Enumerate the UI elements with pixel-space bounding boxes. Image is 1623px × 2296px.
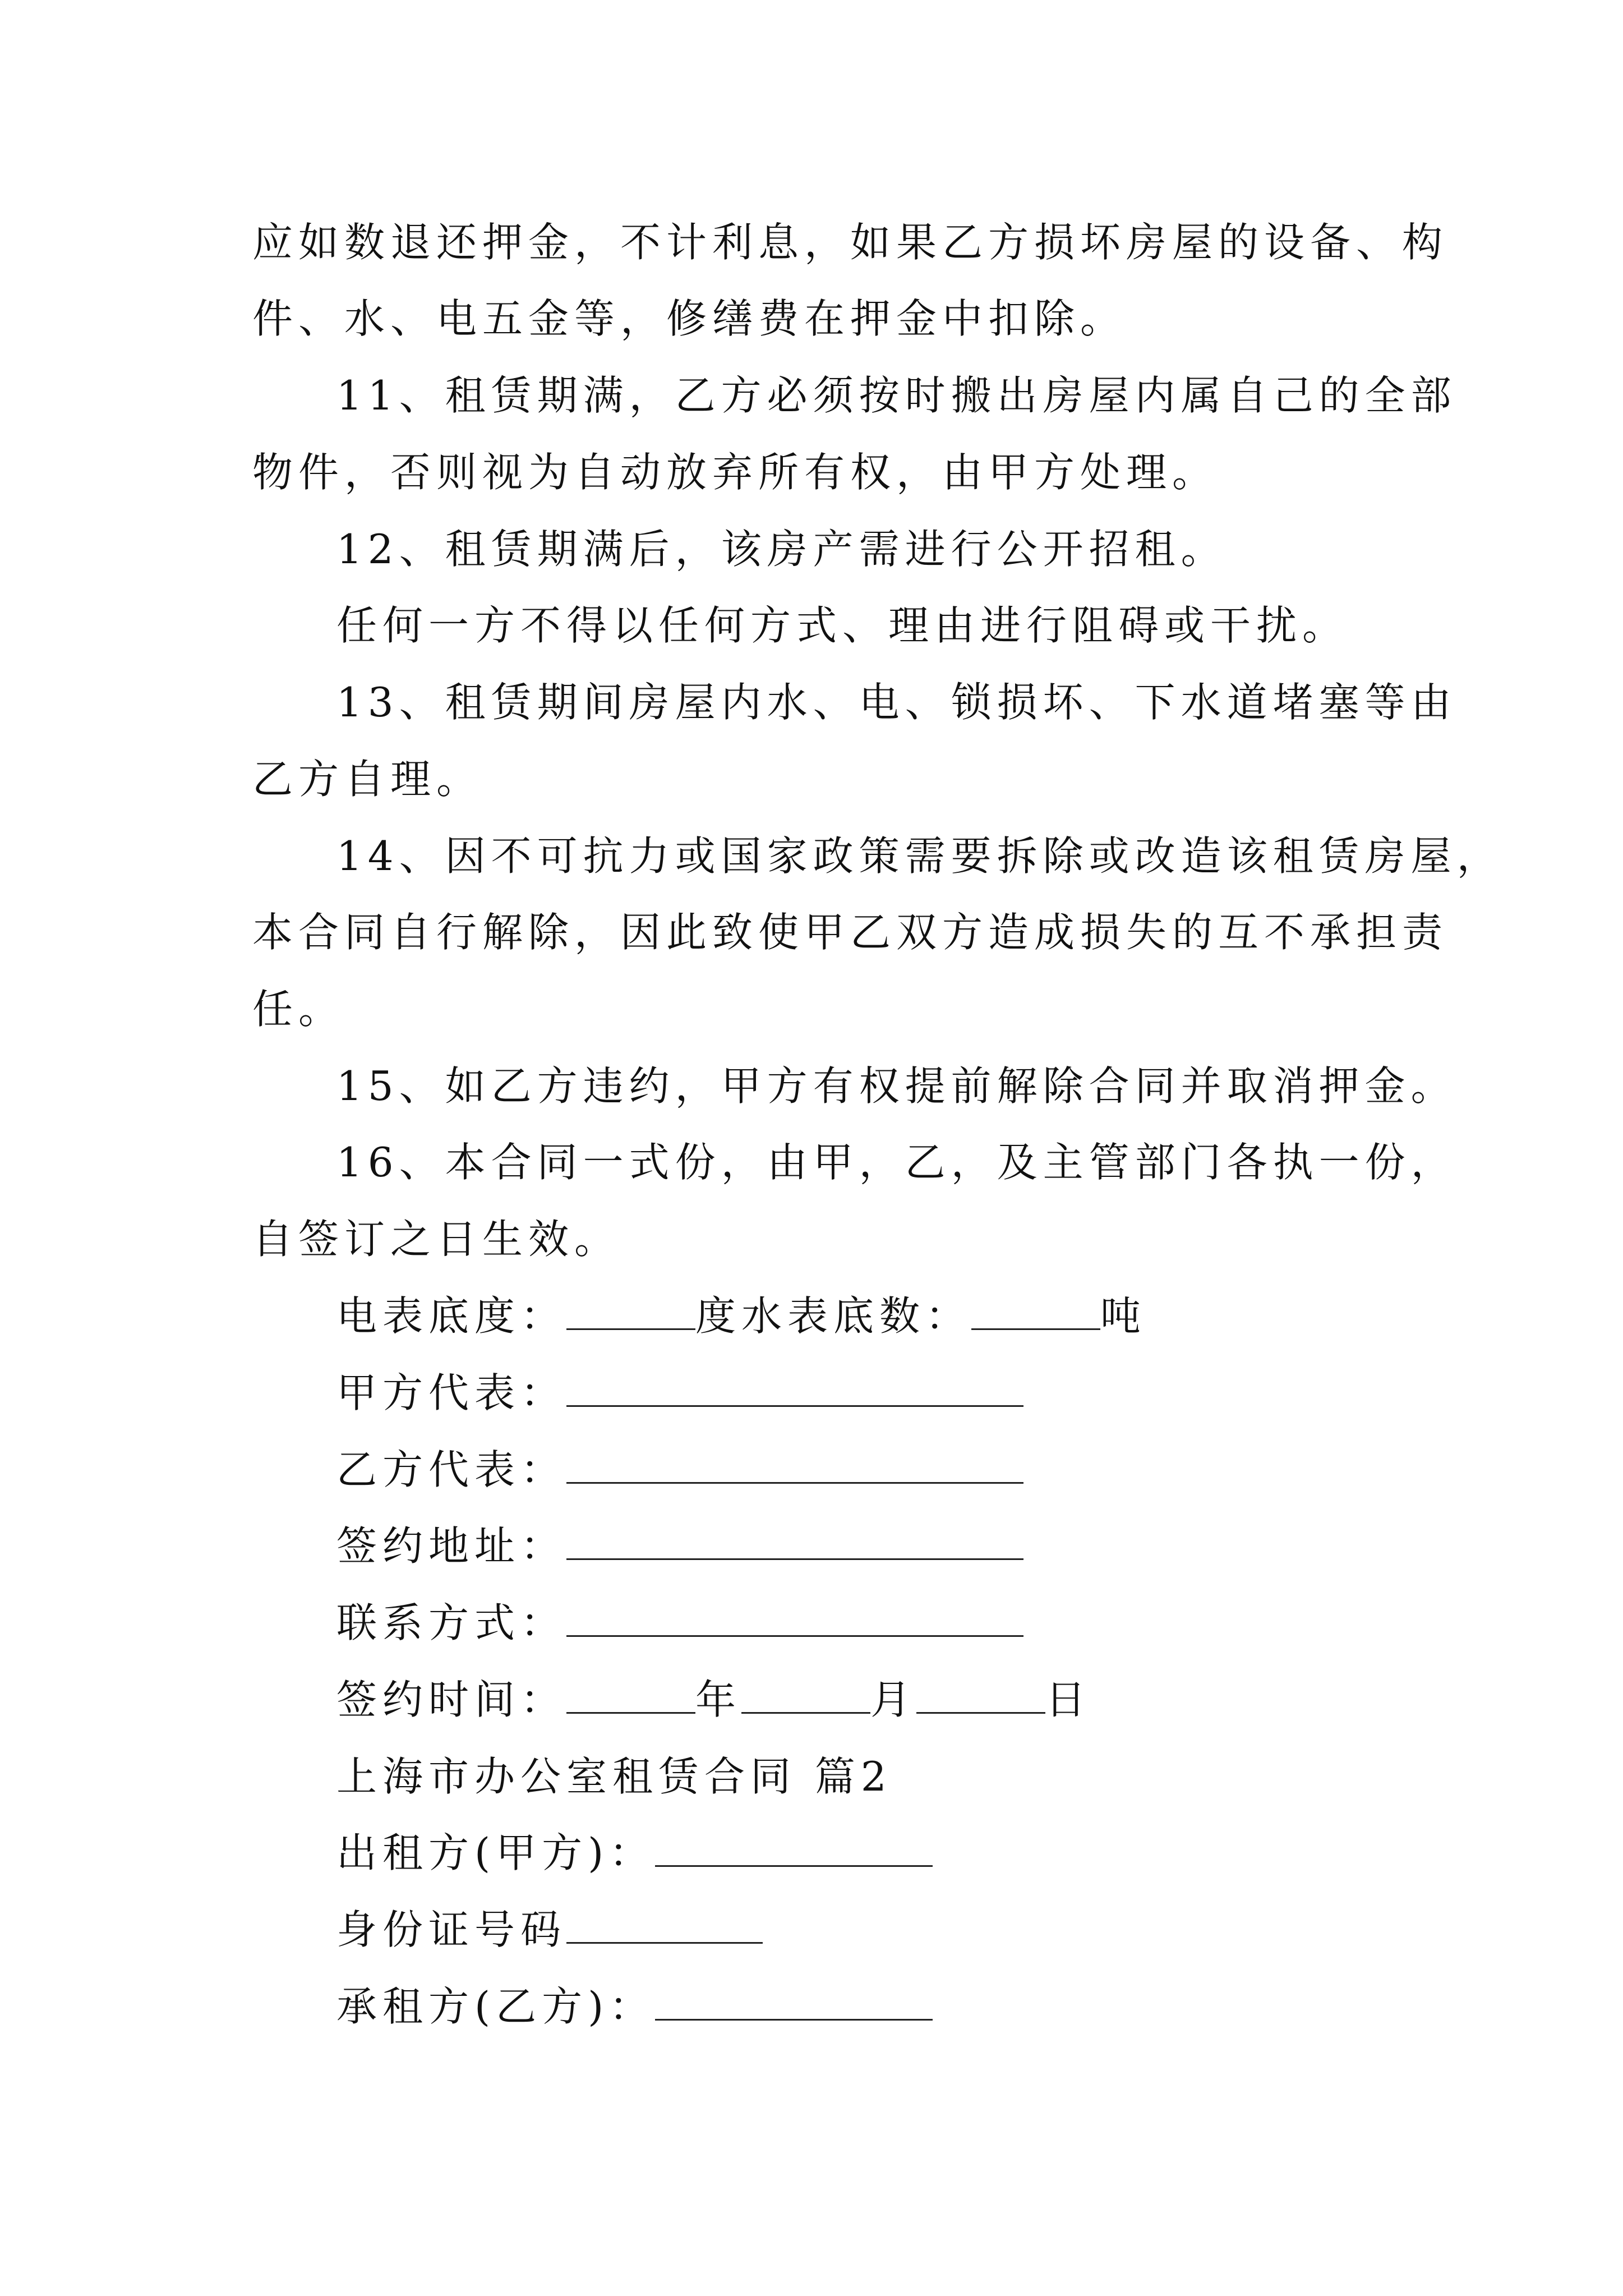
sign-address-row bbox=[336, 1518, 1023, 1574]
clause-13-text-line-1: 13、租赁期间房屋内水、电、锁损坏、下水道堵塞等由 bbox=[336, 679, 1457, 726]
section-2-title: 上海市办公室租赁合同 篇2 bbox=[336, 1753, 892, 1800]
month-label: 月 bbox=[870, 1676, 917, 1723]
clause-16-text-line-1: 16、本合同一式份，由甲，乙，及主管部门各执一份， bbox=[336, 1139, 1457, 1186]
sign-time-label: 签约时间： bbox=[336, 1676, 567, 1723]
party-b-rep-row bbox=[336, 1442, 1023, 1498]
contact-row bbox=[336, 1595, 1023, 1651]
water-meter-label: 度水表底数： bbox=[695, 1292, 972, 1340]
lessee-row bbox=[336, 1978, 933, 2035]
electric-meter-blank[interactable] bbox=[566, 1296, 695, 1330]
party-a-rep-label: 甲方代表： bbox=[336, 1369, 567, 1416]
clause-14-text-line-3: 任。 bbox=[252, 986, 345, 1033]
id-number-row bbox=[336, 1902, 763, 1958]
water-meter-blank[interactable] bbox=[971, 1296, 1100, 1330]
clause-14-text-line-1: 14、因不可抗力或国家政策需要拆除或改造该租赁房屋， bbox=[336, 832, 1503, 880]
clause-16-text-line-2: 自签订之日生效。 bbox=[252, 1216, 621, 1263]
clause-12-text: 12、租赁期满后，该房产需进行公开招租。 bbox=[336, 526, 1227, 573]
lessee-blank[interactable] bbox=[655, 1986, 933, 2021]
electric-meter-label: 电表底度： bbox=[336, 1292, 567, 1340]
clause-15-text: 15、如乙方违约，甲方有权提前解除合同并取消押金。 bbox=[336, 1062, 1457, 1110]
lessor-row bbox=[336, 1825, 933, 1881]
clause-13-text-line-2: 乙方自理。 bbox=[252, 756, 483, 803]
lessor-blank[interactable] bbox=[655, 1833, 933, 1867]
party-a-rep-row bbox=[336, 1365, 1023, 1421]
contact-label: 联系方式： bbox=[336, 1599, 567, 1646]
party-b-rep-label: 乙方代表： bbox=[336, 1446, 567, 1493]
party-a-rep-blank[interactable] bbox=[566, 1373, 1023, 1407]
year-label: 年 bbox=[695, 1676, 742, 1723]
clause-10-text-line-2: 件、水、电五金等，修缮费在押金中扣除。 bbox=[252, 295, 1127, 342]
clause-11-text-line-2: 物件，否则视为自动放弃所有权，由甲方处理。 bbox=[252, 449, 1219, 496]
clause-12-supplement: 任何一方不得以任何方式、理由进行阻碍或干扰。 bbox=[336, 602, 1349, 649]
lessor-label: 出租方(甲方)： bbox=[336, 1829, 656, 1876]
sign-time-row bbox=[336, 1672, 1091, 1728]
id-number-label: 身份证号码 bbox=[336, 1906, 567, 1953]
sign-year-blank[interactable] bbox=[566, 1680, 695, 1714]
water-unit-label: 吨 bbox=[1100, 1292, 1147, 1340]
sign-address-label: 签约地址： bbox=[336, 1522, 567, 1570]
clause-11-text-line-1: 11、租赁期满，乙方必须按时搬出房屋内属自己的全部 bbox=[336, 372, 1457, 419]
sign-address-blank[interactable] bbox=[566, 1526, 1023, 1560]
sign-day-blank[interactable] bbox=[916, 1680, 1045, 1714]
sign-month-blank[interactable] bbox=[741, 1680, 870, 1714]
clause-10-text-line-1: 应如数退还押金，不计利息，如果乙方损坏房屋的设备、构 bbox=[252, 219, 1449, 266]
day-label: 日 bbox=[1045, 1676, 1092, 1723]
meter-readings-row bbox=[336, 1288, 1146, 1344]
id-number-blank[interactable] bbox=[566, 1910, 763, 1944]
lessee-label: 承租方(乙方)： bbox=[336, 1983, 656, 2030]
contact-blank[interactable] bbox=[566, 1603, 1023, 1637]
party-b-rep-blank[interactable] bbox=[566, 1450, 1023, 1484]
clause-14-text-line-2: 本合同自行解除，因此致使甲乙双方造成损失的互不承担责 bbox=[252, 909, 1449, 956]
